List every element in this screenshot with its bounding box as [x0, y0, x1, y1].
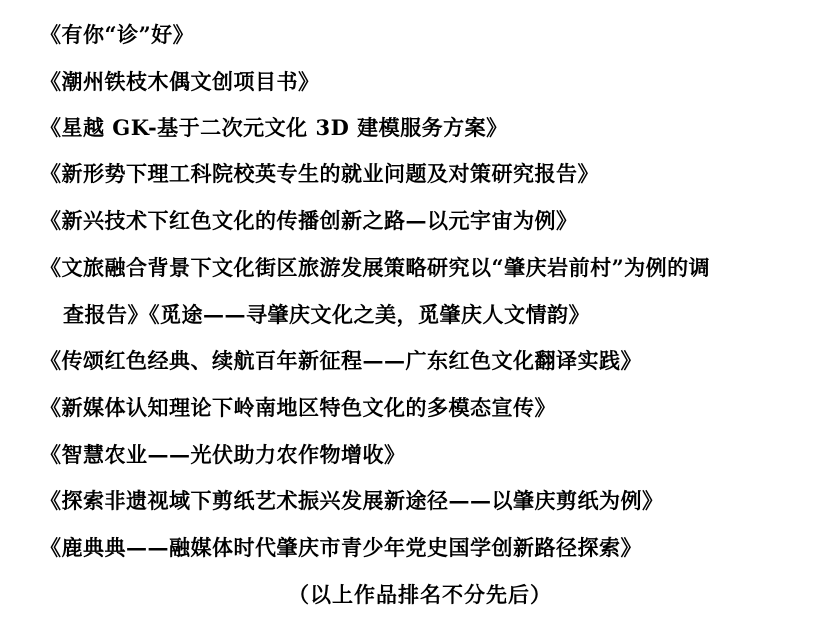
list-item: 《新媒体认知理论下岭南地区特色文化的多模态宣传》 — [40, 395, 556, 420]
list-item: 《智慧农业——光伏助力农作物增收》 — [40, 442, 406, 467]
list-item: 《新兴技术下红色文化的传播创新之路—以元宇宙为例》 — [40, 208, 578, 233]
list-item: 《鹿典典——融媒体时代肇庆市青少年党史国学创新路径探索》 — [40, 535, 642, 560]
list-item-continuation: 查报告》《觅途——寻肇庆文化之美，觅肇庆人文情韵》 — [63, 302, 590, 327]
list-item: 《传颂红色经典、续航百年新征程——广东红色文化翻译实践》 — [40, 348, 642, 373]
list-item: 《星越 GK-基于二次元文化 3D 建模服务方案》 — [40, 115, 508, 140]
list-item: 《潮州铁枝木偶文创项目书》 — [40, 69, 320, 94]
list-item: 《新形势下理工科院校英专生的就业问题及对策研究报告》 — [40, 161, 599, 186]
list-item: 《有你“诊”好》 — [40, 22, 195, 47]
list-item: 《文旅融合背景下文化街区旅游发展策略研究以“肇庆岩前村”为例的调 — [40, 255, 711, 280]
ranking-note: （以上作品排名不分先后） — [288, 582, 552, 607]
list-item: 《探索非遗视域下剪纸艺术振兴发展新途径——以肇庆剪纸为例》 — [40, 488, 664, 513]
